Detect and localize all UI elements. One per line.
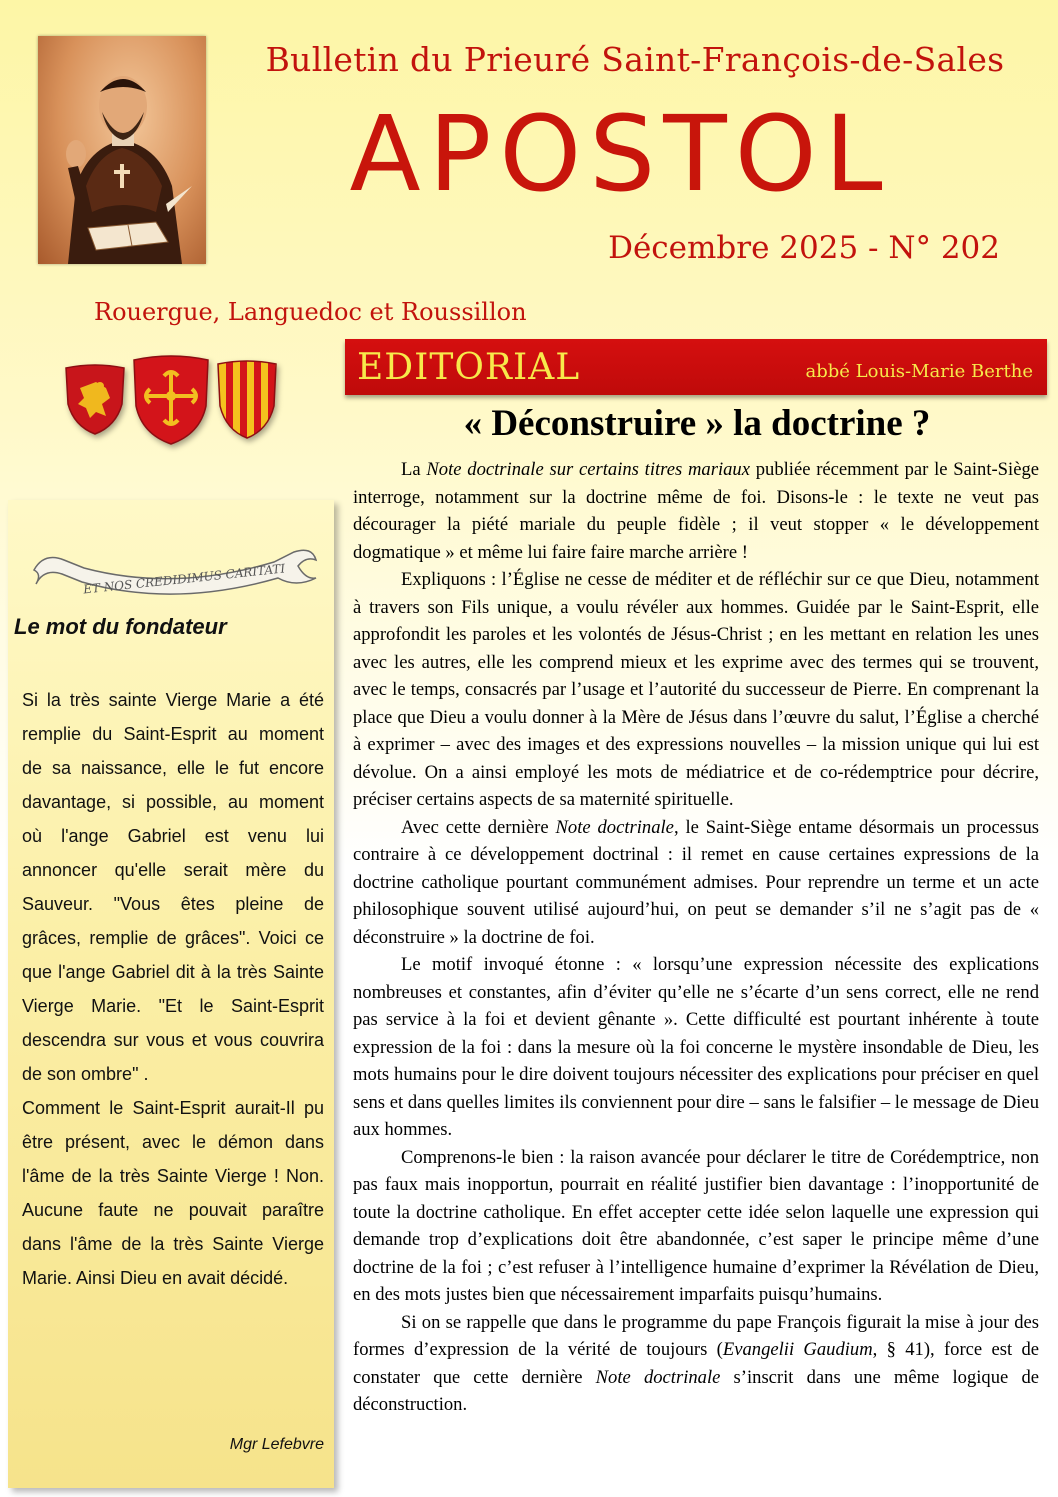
- article-paragraph: Avec cette dernière Note doctrinale, le Saint-Siège entame désormais un processus contraire à ce développement doctrinal : il remet en cause certaines expressions de la doctrine catholique pourtant communément admises. Pour reprendre un terme et un acte philosophique souvent utilisé aujourd’hui, on peut se demander s’il ne s’agit pas de « déconstruire » la doctrine de foi.: [353, 816, 1039, 948]
- sidebar-signature: Mgr Lefebvre: [229, 1436, 324, 1453]
- roussillon-stripes-shield-icon: [214, 360, 280, 440]
- article-title: « Déconstruire » la doctrine ?: [463, 403, 931, 444]
- bulletin-title: Bulletin du Prieuré Saint-François-de-Sales: [265, 40, 1005, 79]
- motto-banner: [24, 522, 324, 602]
- article-body: [353, 456, 1039, 1419]
- coats-of-arms: [62, 354, 292, 454]
- motto-text: ET NOS CREDIDIMUS CARITATI: [82, 561, 286, 597]
- saint-portrait: [38, 36, 206, 264]
- portrait-illustration: [38, 36, 206, 264]
- article-paragraph: Le motif invoqué étonne : « lorsqu’une expression nécessite des explications nombreuses et constantes, afin d’éviter qu’elle ne s’écarte d’un sens correct, elle ne rend pas service à la foi et devient gênante ». Cette difficulté est pourtant inhérente à toute expression de la foi : dans la mesure où la foi concerne le mystère insondable de Dieu, les mots humains pour le dire doivent toujours nécessiter des explications pour préciser en quel sens et dans quelles limites ils conviennent pour dire – sans le falsifier – le message de Dieu aux hommes.: [353, 954, 1039, 1140]
- editorial-banner: [345, 339, 1047, 395]
- editorial-author: abbé Louis-Marie Berthe: [805, 361, 1033, 382]
- region-subtitle: Rouergue, Languedoc et Roussillon: [94, 298, 527, 326]
- editorial-label: EDITORIAL: [357, 347, 581, 388]
- article-paragraph: La Note doctrinale sur certains titres mariaux publiée récemment par le Saint-Siège interroge, notamment sur la doctrine même de foi. Disons-le : le texte ne veut pas décourager la piété mariale du peuple fidèle ; il veut stopper « le développement dogmatique » et même lui faire faire marche arrière !: [353, 459, 1039, 563]
- rouergue-shield-icon: [62, 364, 128, 436]
- article-paragraph: Si on se rappelle que dans le programme du pape François figurait la mise à jour des formes d’expression de la vérité de toujours (Evangelii Gaudium, § 41), force est de constater que cette dernière Note doctrinale s’inscrit dans une même logique de déconstruction.: [353, 1311, 1040, 1415]
- issue-date: Décembre 2025 - N° 202: [608, 230, 1000, 266]
- masthead-title: APOSTOL: [349, 93, 891, 215]
- article-paragraph: Comprenons-le bien : la raison avancée pour déclarer le titre de Corédemptrice, non pas faux mais inopportun, pourrait en réalité justifier bien davantage : l’inopportunité de toute la doctrine catholique. En effet accepter cette idée selon laquelle une expression qui demande trop d’explications doit être abandonnée, c’est saper le principe même d’une doctrine de la foi ; c’est refuser à l’intelligence humaine d’exprimer la Révélation de Dieu, en des mots justes bien que nécessairement imparfaits puisqu’humains.: [353, 1146, 1039, 1305]
- sidebar-quote: Si la très sainte Vierge Marie a été remplie du Saint-Esprit au moment de sa naissance, elle le fut encore davantage, si possible, au moment où l'ange Gabriel est venu lui annoncer qu'elle serait mère du Sauveur. "Vous êtes pleine de grâces, remplie de grâces". Voici ce que l'ange Gabriel dit à la très Sainte Vierge Marie. "Et le Saint-Esprit descendra sur vous et vous couvrira de son ombre" . Comment le Saint-Esprit aurait-Il pu être présent, avec le démon dans l'âme de la très Sainte Vierge ! Non. Aucune faute ne pouvait paraître dans l'âme de la très Sainte Vierge Marie. Ainsi Dieu en avait décidé.: [22, 690, 324, 1288]
- languedoc-cross-shield-icon: [130, 354, 212, 446]
- article-paragraph: Expliquons : l’Église ne cesse de méditer et de réfléchir sur ce que Dieu, notamment à travers son Fils unique, a voulu révéler aux hommes. Guidée par le Saint-Esprit, elle approfondit les paroles et les volontés de Jésus-Christ ; en les mettant en relation les unes avec les autres, elle les comprend mieux et les exprime avec des termes qui se trouvent, avec le temps, consacrés par l’usage et l’autorité du successeur de Pierre. En comprenant la place que Dieu a voulu donner à la Mère de Jésus dans l’œuvre du salut, l’Église a cherché à exprimer – avec des images et des expressions nouvelles – la mission unique qui lui est dévolue. On a ainsi employé les mots de médiatrice et de co-rédemptrice pour décrire, préciser certains aspects de sa maternité spirituelle.: [353, 569, 1039, 810]
- sidebar-heading: Le mot du fondateur: [14, 614, 227, 639]
